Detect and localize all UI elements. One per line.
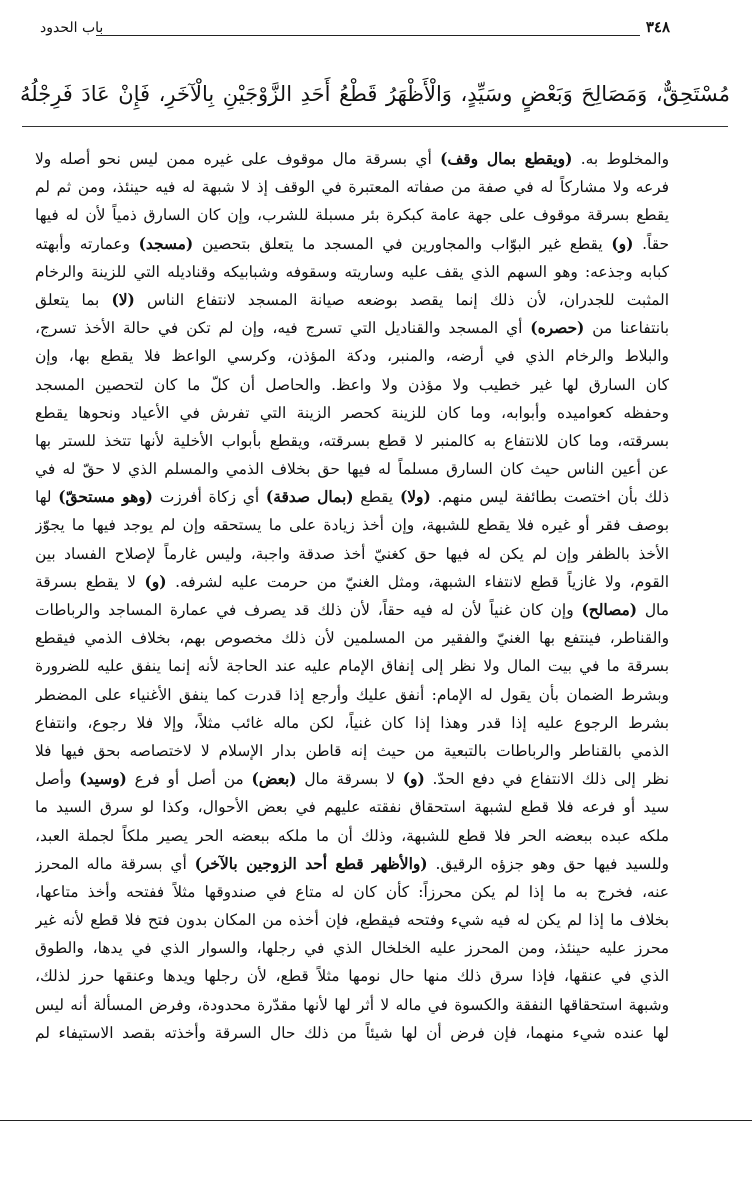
text-line: [35, 314, 669, 342]
commentary-text: بوصف فقر أو غيره فلا يقطع للشبهة، وإن أخذ زيادة على ما يستحقه وإن لم يوجد فيها ما يجوّز: [35, 516, 669, 535]
commentary-text: الذي في عنقها، فإذا سرق ذلك منها حال نومها مثلاً قطع، لأن رجلها ويدها وعنقها حرز لذلك،: [35, 967, 669, 986]
commentary-text: مال: [636, 601, 669, 619]
text-line: [35, 596, 669, 624]
commentary-body: [35, 145, 669, 1047]
commentary-text: لا يقطع بسرقة: [35, 572, 145, 591]
commentary-text: نظر إلى ذلك الانتفاع في دفع الحدّ.: [424, 770, 669, 789]
chapter-title: باب الحدود: [40, 20, 104, 36]
commentary-text: أي المسجد والقناديل التي تسرج فيه، وإن لم تكن في حالة الأخذ تسرج،: [35, 319, 531, 338]
commentary-text: عنه، فخرج به ما إذا لم يكن محرزاً: كأن كان له متاع في صندوقها مثلاً ففتحه وأخذ متاعها،: [35, 882, 669, 901]
commentary-text: الذمي بالقناطر والرباطات بالتبعية من حيث إنه قاطن بدار الإسلام لا لاختصاصه بحق فيها فلا: [35, 741, 669, 760]
commentary-text: محرز عليه حينئذ، ومن المحرز عليه الخلخال الذي في رجلها، والسوار الذي في يدها، والطوق: [35, 939, 669, 958]
matn-divider: [22, 126, 728, 127]
matn-quote: (ولا): [399, 488, 431, 507]
commentary-text: بسرقة ما في بيت المال ولا نظر إلى إنفاق الإمام عليه عند الحاجة لأنه إنما ينفق عليه للضرورة: [35, 657, 669, 676]
running-header: [30, 18, 670, 42]
matn-quote: (حصره): [530, 319, 585, 338]
text-line: [35, 681, 669, 709]
commentary-text: يقطع غير البوّاب والمجاورين في المسجد ما يتعلق بتحصين: [193, 234, 612, 253]
matn-quote: (والأظهر قطع أحد الزوجين بالآخر): [194, 854, 428, 873]
commentary-text: كان السارق لها غير خطيب ولا مؤذن ولا واعظ. والحاصل أن كلّ ما كان لتحصين المسجد: [35, 375, 669, 394]
text-line: [35, 934, 669, 962]
text-line: [35, 455, 669, 483]
commentary-text: كبابه وجذعه: وهو السهم الذي يقف عليه وساريته وسقوفه وشبابيكه وقناديله التي للزينة والرخام: [35, 262, 669, 281]
commentary-text: أي بسرقة ماله المحرز: [35, 854, 195, 873]
text-line: [35, 737, 669, 765]
text-line: [35, 850, 669, 878]
text-line: [35, 540, 669, 568]
text-line: [35, 822, 669, 850]
matn-quote: (مصالح): [581, 601, 637, 619]
commentary-text: بسرقته، وما كان للانتفاع به كالمنبر لا قطع بسرقته، ويقطع بأبواب الأخلية لأنها تتخذ للستر بها: [35, 431, 669, 450]
commentary-text: وللسيد فيها حق وهو جزؤه الرقيق.: [427, 854, 669, 873]
matn-quote: (بمال صدقة): [265, 488, 354, 507]
matn-quote: (بعض): [251, 770, 297, 789]
matn-text: مُسْتَحِقٌّ، وَمَصَالِحَ وَبَعْضٍ وسَيِّدٍ، وَالْأَظْهَرُ قَطْعُ أَحَدِ الزَّوْجَيْنِ بِالْآخَرِ، فَإِنْ عَادَ فَرِجْلُهُ: [20, 82, 730, 106]
text-line: [35, 483, 669, 511]
commentary-text: حقاً.: [633, 234, 669, 253]
text-line: [35, 652, 669, 680]
matn-quote: (وهو مستحقّ): [58, 488, 153, 507]
commentary-text: المثبت للجدران، لأن ذلك إنما يقصد بوضعه صيانة المسجد لانتفاع الناس: [134, 290, 669, 309]
matn-quote: (و): [611, 234, 634, 253]
text-line: [35, 399, 669, 427]
commentary-text: عن أعين الناس حيث كان السارق مسلماً له فيها حق بخلاف الذمي والمسلم الذي لا حقّ له في: [35, 460, 669, 479]
commentary-text: أي زكاة أفرزت: [152, 488, 266, 507]
page-bottom-rule: [0, 1120, 752, 1121]
commentary-text: أي بسرقة مال موقوف على غيره ممن ليس نحو أصله ولا: [35, 150, 441, 168]
text-line: [35, 709, 669, 737]
commentary-text: بانتفاعنا من: [584, 319, 669, 338]
matn-quote: (لا): [111, 290, 135, 309]
text-line: [35, 371, 669, 399]
matn-quote: (وسيد): [79, 770, 127, 789]
commentary-text: الأخذ بالظفر وإن لم يكن له فيها حق كغنيّ أخذ صدقة واجبة، وليس غارماً لإصلاح الفساد بين: [35, 544, 669, 563]
text-line: [35, 1019, 669, 1047]
commentary-text: لا بسرقة مال: [296, 770, 403, 789]
text-line: [35, 286, 669, 314]
commentary-text: والقناطر، فينتفع بها الغنيّ والفقير من المسلمين لأن ذلك مخصوص بهم، بخلاف الذمي فيقطع: [35, 629, 669, 648]
commentary-text: يقطع بسرقة موقوف على جهة عامة كبكرة بئر مسبلة للشرب، وإن كان السارق ذمياً لأن له فيها: [35, 206, 669, 225]
commentary-text: يقطع: [353, 488, 400, 507]
commentary-text: لها عنده شيء منهما، فإن فرض أن لها شيئاً من ذلك حال السرقة وأخذته بقصد الاستيفاء لم: [35, 1023, 669, 1042]
commentary-text: من أصل أو فرع: [126, 770, 252, 789]
text-line: [35, 230, 669, 258]
commentary-text: والبلاط والرخام الذي في أرضه، والمنبر، ودكة المؤذن، وكرسي الواعظ فلا يقطع بها، وإن: [35, 347, 669, 366]
text-line: [35, 906, 669, 934]
commentary-text: ذلك بأن اختصت بطائفة ليس منهم.: [430, 488, 669, 507]
commentary-text: وأصل: [35, 770, 80, 789]
text-line: [35, 342, 669, 370]
commentary-text: ملكه عبده ببعضه الحر فلا قطع للشبهة، وذلك أن ما ملكه ببعضه الحر يصير ملكاً لجملة العبد،: [35, 826, 669, 845]
commentary-text: لها: [35, 488, 59, 507]
text-line: [35, 624, 669, 652]
page-number: ٣٤٨: [645, 18, 670, 36]
text-line: [35, 201, 669, 229]
text-line: [35, 991, 669, 1019]
text-line: [35, 511, 669, 539]
commentary-text: والمخلوط به.: [572, 150, 669, 168]
text-line: [35, 765, 669, 793]
commentary-text: بشرط الرجوع عليه إذا قدر وهذا إذا كان غنياً، لكن ماله غائب مثلاً، وإلا فلا رجوع، وانتفاع: [35, 713, 669, 732]
text-line: [35, 962, 669, 990]
text-line: [35, 145, 669, 173]
matn-quote: (ويقطع بمال وقف): [440, 150, 573, 168]
commentary-text: وإن كان غنياً لأن له فيه حقاً، لأن ذلك قد يصرف في عمارة المساجد والرباطات: [35, 601, 582, 619]
header-rule: [96, 35, 640, 36]
text-line: [35, 878, 669, 906]
commentary-text: القوم، ولا غازياً قطع لانتفاء الشبهة، ومثل الغنيّ من حرمت عليه لشرفه.: [166, 572, 669, 591]
text-line: [35, 173, 669, 201]
text-line: [35, 793, 669, 821]
commentary-text: وشبهة استحقاقها النفقة والكسوة في ماله لا أثر لها لأنها مقدّرة محدودة، وفرض المسألة أنه ليس: [35, 995, 669, 1014]
commentary-text: سيد أو فرعه فلا قطع لشبهة استحقاق نفقته عليهم في بعض الأحوال، وكذا لو سرق السيد ما: [35, 798, 669, 817]
text-line: [35, 258, 669, 286]
commentary-text: بخلاف ما إذا لم يكن له فيه شيء وفتحه فيقطع، فإن أخذه من المكان بدون فتح فلا قطع لأنه غير: [35, 911, 669, 930]
commentary-text: وبشرط الضمان بأن يقول له الإمام: أنفق عليك وأرجع إذا قدرت كما ينفق الأغنياء على المضطر: [35, 685, 669, 704]
commentary-text: وحفظه كعواميده وأبوابه، وما كان للزينة كحصر الزينة التي تفرش في الأعياد ونحوها يقطع: [35, 403, 669, 422]
matn-quote: (و): [402, 770, 425, 789]
matn-quote: (و): [144, 572, 167, 591]
commentary-text: بما يتعلق: [35, 290, 112, 309]
matn-quote: (مسجد): [138, 234, 194, 253]
text-line: [35, 568, 669, 596]
commentary-text: فرعه ولا مشاركاً له في صفة من صفاته المعتبرة في الوقف إذ لا شبهة له فيه حينئذ، ومن ثم لم: [35, 178, 669, 197]
text-line: [35, 427, 669, 455]
commentary-text: وعمارته وأبهته: [35, 234, 139, 253]
